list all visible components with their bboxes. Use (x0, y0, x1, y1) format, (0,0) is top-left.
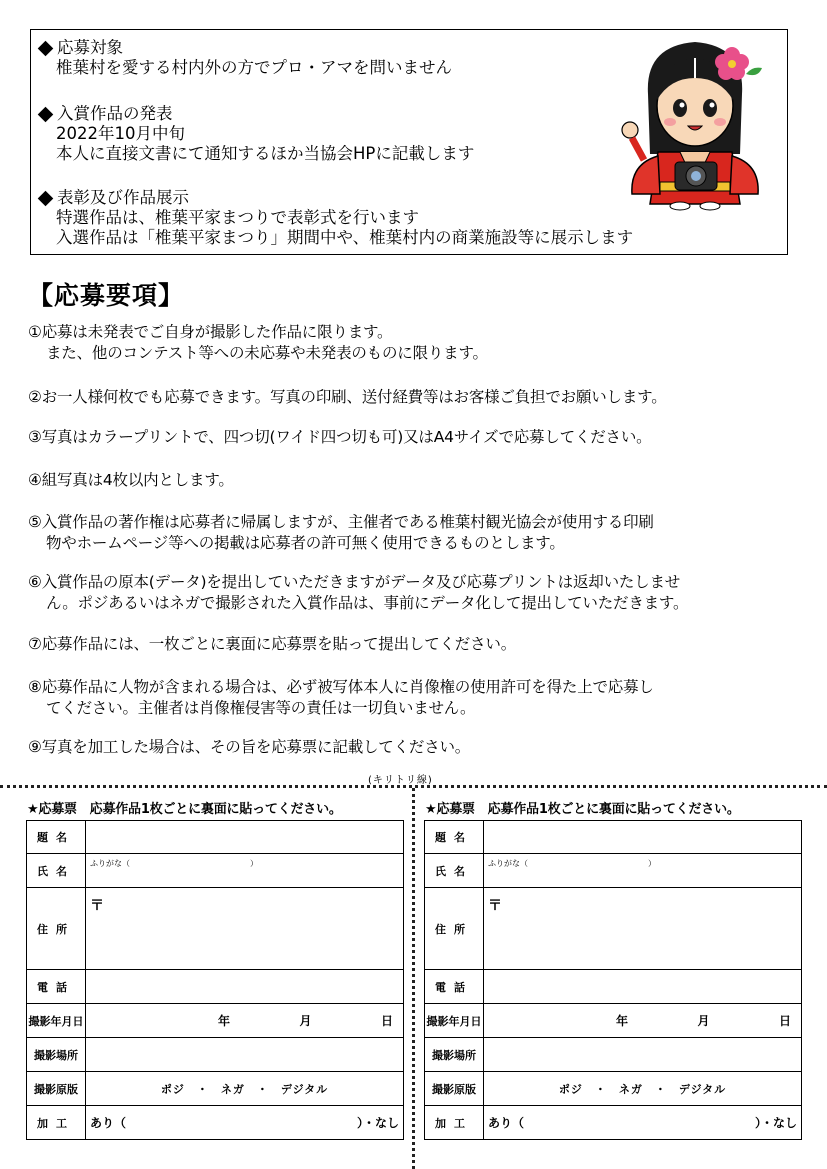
processing-yes: あり（ (488, 1116, 525, 1130)
month-unit: 月 (299, 1014, 312, 1028)
postal-mark: 〒 (90, 897, 104, 914)
section-heading: 表彰及び作品展示 (57, 188, 189, 207)
field-label-title: 題名 (425, 821, 484, 854)
field-label-phone: 電話 (425, 970, 484, 1004)
entry-form-table (26, 820, 404, 1140)
diamond-bullet-icon (38, 190, 54, 206)
field-label-title: 題名 (27, 821, 86, 854)
name-field[interactable] (86, 854, 404, 888)
field-label-address: 住所 (27, 888, 86, 970)
field-label-phone: 電話 (27, 970, 86, 1004)
title-field[interactable] (86, 821, 404, 854)
info-section-eligibility (37, 38, 452, 78)
processing-no: ）・なし (754, 1116, 797, 1130)
slip-heading: ★応募票 応募作品1枚ごとに裏面に貼ってください。 (425, 802, 740, 817)
original-options[interactable]: ポジ ・ ネガ ・ デジタル (484, 1072, 802, 1106)
rule-text-cont: 物やホームページ等への掲載は応募者の許可無く使用できるものとします。 (46, 534, 565, 552)
entry-slip-right (425, 798, 805, 1140)
rule-text: ①応募は未発表でご自身が撮影した作品に限ります。 (28, 323, 393, 341)
rule-item (28, 737, 470, 758)
section-line: 椎葉村を愛する村内外の方でプロ・アマを問いません (56, 58, 452, 77)
rule-item (28, 677, 654, 719)
day-unit: 日 (380, 1014, 393, 1028)
cut-line-label: (キリトリ線) (368, 775, 433, 786)
processing-no: ）・なし (356, 1116, 399, 1130)
entry-slip-left (27, 798, 407, 1140)
rule-text: ⑦応募作品には、一枚ごとに裏面に応募票を貼って提出してください。 (28, 635, 516, 653)
rule-item (28, 427, 651, 448)
field-label-name: 氏名 (27, 854, 86, 888)
processing-field[interactable] (484, 1106, 802, 1140)
year-unit: 年 (616, 1014, 629, 1028)
place-field[interactable] (484, 1038, 802, 1072)
rule-item (28, 572, 688, 614)
rule-text: ⑥入賞作品の原本(データ)を提出していただきますがデータ及び応募プリントは返却いたしませ (28, 573, 681, 591)
rule-item (28, 387, 667, 408)
field-label-date: 撮影年月日 (27, 1004, 86, 1038)
date-field[interactable] (86, 1004, 404, 1038)
processing-yes: あり（ (90, 1116, 127, 1130)
month-unit: 月 (697, 1014, 710, 1028)
field-label-original: 撮影原版 (425, 1072, 484, 1106)
rule-item (28, 322, 488, 364)
page-title: 【応募要項】 (28, 281, 185, 310)
field-label-processing: 加工 (27, 1106, 86, 1140)
rule-text: ②お一人様何枚でも応募できます。写真の印刷、送付経費等はお客様ご負担でお願いします。 (28, 388, 667, 406)
section-heading: 入賞作品の発表 (57, 104, 173, 123)
rule-text-cont: てください。主催者は肖像権侵害等の責任は一切負いません。 (46, 699, 476, 717)
info-section-announcement (37, 104, 474, 164)
field-label-name: 氏名 (425, 854, 484, 888)
section-line: 特選作品は、椎葉平家まつりで表彰式を行います (56, 208, 419, 227)
diamond-bullet-icon (38, 106, 54, 122)
field-label-place: 撮影場所 (425, 1038, 484, 1072)
section-line: 入選作品は「椎葉平家まつり」期間中や、椎葉村内の商業施設等に展示します (56, 228, 634, 247)
date-field[interactable] (484, 1004, 802, 1038)
name-field[interactable] (484, 854, 802, 888)
rule-item (28, 512, 654, 554)
rule-text: ③写真はカラープリントで、四つ切(ワイド四つ切も可)又はA4サイズで応募してください。 (28, 428, 652, 446)
day-unit: 日 (778, 1014, 791, 1028)
info-section-awards (37, 188, 633, 248)
field-label-address: 住所 (425, 888, 484, 970)
field-label-original: 撮影原版 (27, 1072, 86, 1106)
rule-text-cont: また、他のコンテスト等への未応募や未発表のものに限ります。 (46, 344, 488, 362)
address-field[interactable] (484, 888, 802, 970)
diamond-bullet-icon (38, 40, 54, 56)
mascot-illustration (620, 34, 770, 214)
section-heading: 応募対象 (57, 38, 123, 57)
furigana-hint: ふりがな（ ） (90, 859, 258, 868)
postal-mark: 〒 (488, 897, 502, 914)
original-options[interactable]: ポジ ・ ネガ ・ デジタル (86, 1072, 404, 1106)
year-unit: 年 (218, 1014, 231, 1028)
field-label-place: 撮影場所 (27, 1038, 86, 1072)
address-field[interactable] (86, 888, 404, 970)
field-label-date: 撮影年月日 (425, 1004, 484, 1038)
section-line: 2022年10月中旬 (56, 124, 185, 143)
processing-field[interactable] (86, 1106, 404, 1140)
section-line: 本人に直接文書にて通知するほか当協会HPに記載します (56, 144, 475, 163)
slip-heading: ★応募票 応募作品1枚ごとに裏面に貼ってください。 (27, 802, 342, 817)
phone-field[interactable] (86, 970, 404, 1004)
furigana-hint: ふりがな（ ） (488, 859, 656, 868)
rule-text: ⑨写真を加工した場合は、その旨を応募票に記載してください。 (28, 738, 471, 756)
rule-text: ⑤入賞作品の著作権は応募者に帰属しますが、主催者である椎葉村観光協会が使用する印刷 (28, 513, 654, 531)
phone-field[interactable] (484, 970, 802, 1004)
rule-text: ⑧応募作品に人物が含まれる場合は、必ず被写体本人に肖像権の使用許可を得た上で応募し (28, 678, 654, 696)
place-field[interactable] (86, 1038, 404, 1072)
cut-line-vertical (412, 788, 415, 1169)
field-label-processing: 加工 (425, 1106, 484, 1140)
entry-form-table (424, 820, 802, 1140)
rule-item (28, 470, 234, 491)
rule-text-cont: ん。ポジあるいはネガで撮影された入賞作品は、事前にデータ化して提出していただきます。 (46, 594, 689, 612)
rule-item (28, 634, 516, 655)
rule-text: ④組写真は4枚以内とします。 (28, 471, 234, 489)
title-field[interactable] (484, 821, 802, 854)
